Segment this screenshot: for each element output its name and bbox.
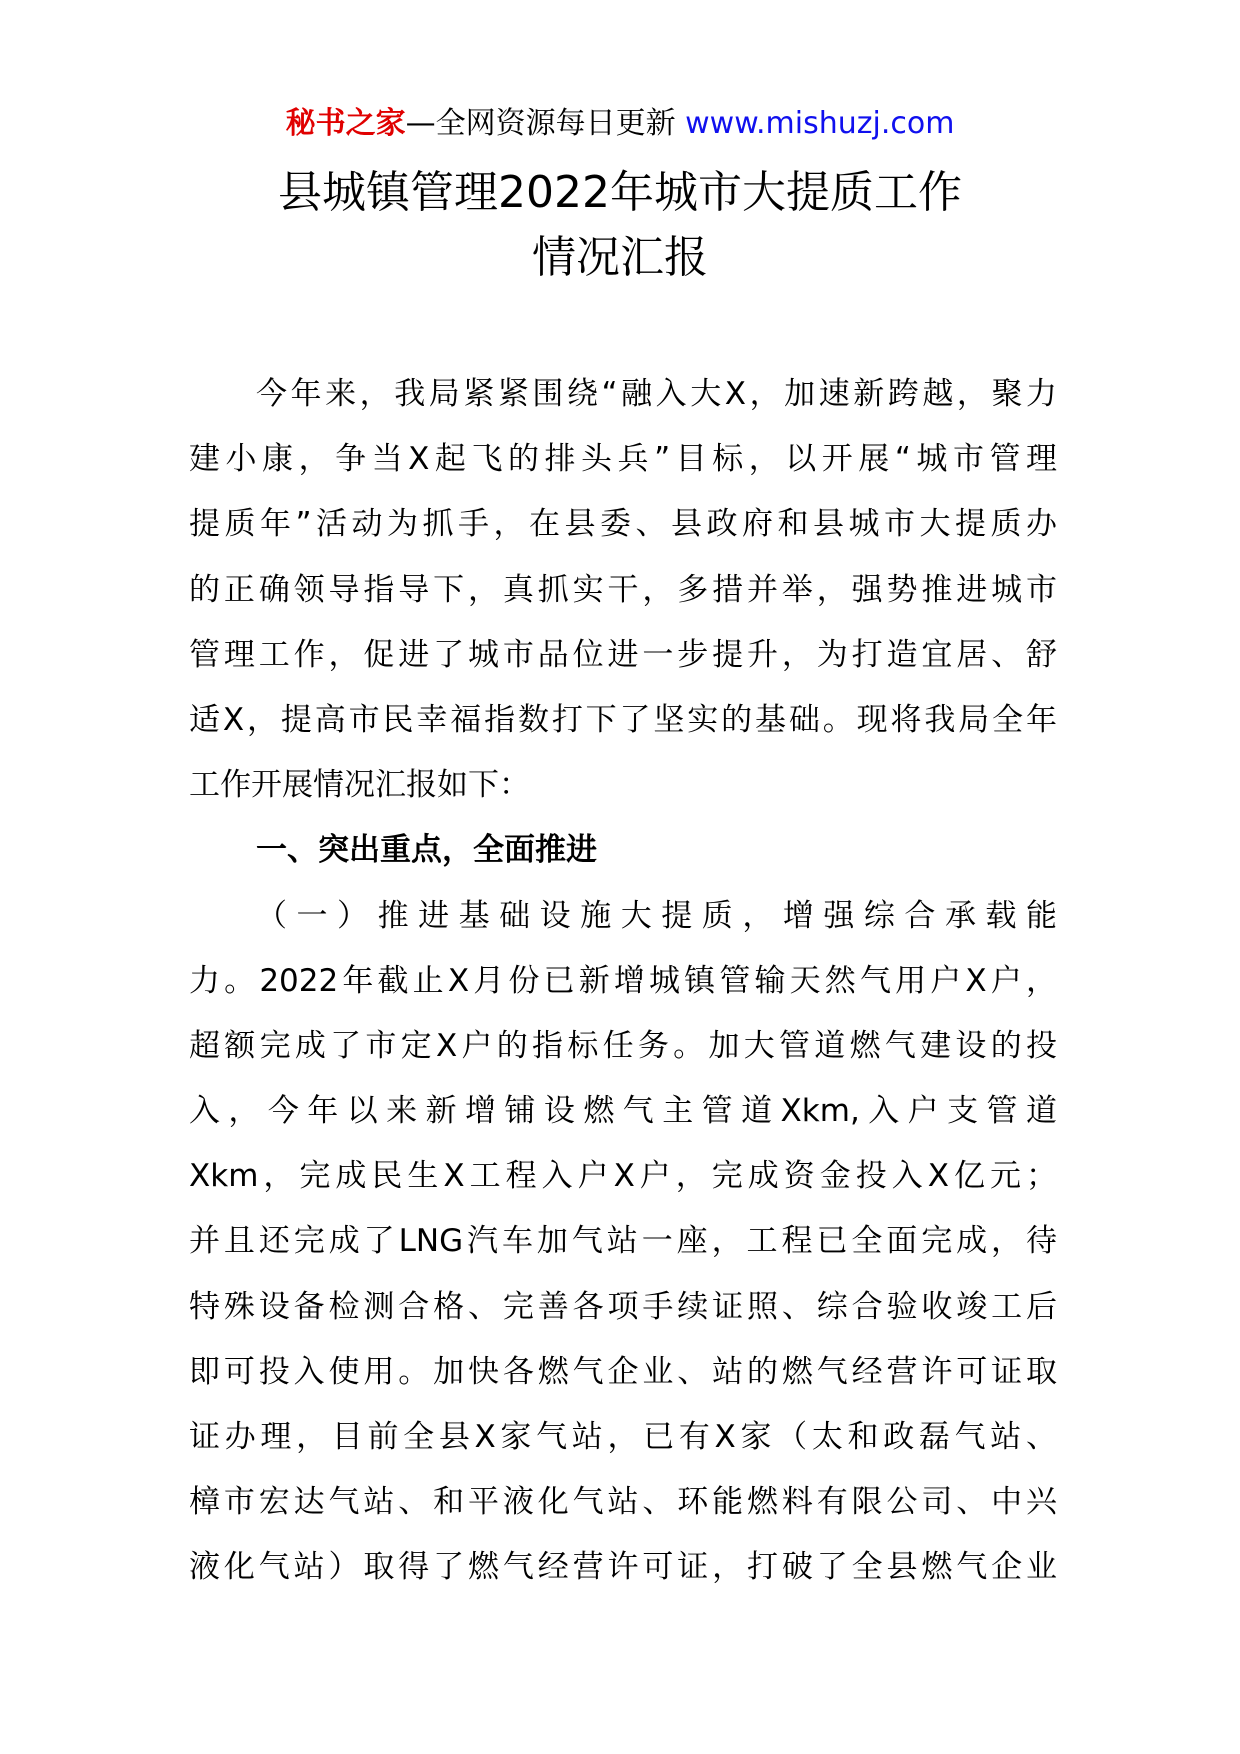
subsection-heading-line: （一）推进基础设施大提质，增强综合承载能 xyxy=(256,897,1057,934)
paragraph-line: 超额完成了市定X户的指标任务。加大管道燃气建设的投 xyxy=(189,1027,1057,1064)
paragraph-line: 力。2022年截止X月份已新增城镇管输天然气用户X户， xyxy=(189,962,1057,999)
paragraph-line: 建小康，争当X起飞的排头兵”目标，以开展“城市管理 xyxy=(189,441,1057,478)
paragraph-line: 即可投入使用。加快各燃气企业、站的燃气经营许可证取 xyxy=(189,1353,1057,1390)
site-url-link[interactable]: www.mishuzj.com xyxy=(685,106,955,141)
paragraph-line: 工作开展情况汇报如下： xyxy=(189,767,530,804)
banner-tagline: —全网资源每日更新 xyxy=(405,106,686,141)
section-heading: 一、突出重点，全面推进 xyxy=(256,832,597,869)
paragraph-line: 管理工作，促进了城市品位进一步提升，为打造宜居、舒 xyxy=(189,636,1057,673)
document-title-line-2: 情况汇报 xyxy=(532,232,708,283)
brand-name: 秘书之家 xyxy=(285,106,406,141)
paragraph-line: 证办理，目前全县X家气站，已有X家（太和政磊气站、 xyxy=(189,1419,1057,1455)
paragraph-line: 液化气站）取得了燃气经营许可证，打破了全县燃气企业 xyxy=(189,1549,1057,1586)
paragraph-line: 并且还完成了LNG汽车加气站一座，工程已全面完成，待 xyxy=(189,1223,1057,1260)
paragraph-line: 适X，提高市民幸福指数打下了坚实的基础。现将我局全年 xyxy=(189,701,1057,738)
paragraph-line: 提质年”活动为抓手，在县委、县政府和县城市大提质办 xyxy=(189,506,1057,543)
document-body xyxy=(189,362,1057,1601)
paragraph-line: 今年来，我局紧紧围绕“融入大X，加速新跨越，聚力 xyxy=(256,376,1057,412)
paragraph-line: 入，今年以来新增铺设燃气主管道Xkm,入户支管道 xyxy=(189,1093,1057,1130)
paragraph-line: 的正确领导指导下，真抓实干，多措并举，强势推进城市 xyxy=(189,571,1057,608)
paragraph-line: 特殊设备检测合格、完善各项手续证照、综合验收竣工后 xyxy=(189,1288,1057,1325)
paragraph-line: 樟市宏达气站、和平液化气站、环能燃料有限公司、中兴 xyxy=(189,1484,1057,1521)
paragraph-line: Xkm，完成民生X工程入户X户，完成资金投入X亿元； xyxy=(189,1158,1057,1195)
site-banner xyxy=(0,102,1240,146)
document-title-line-1: 县城镇管理2022年城市大提质工作 xyxy=(278,167,962,218)
